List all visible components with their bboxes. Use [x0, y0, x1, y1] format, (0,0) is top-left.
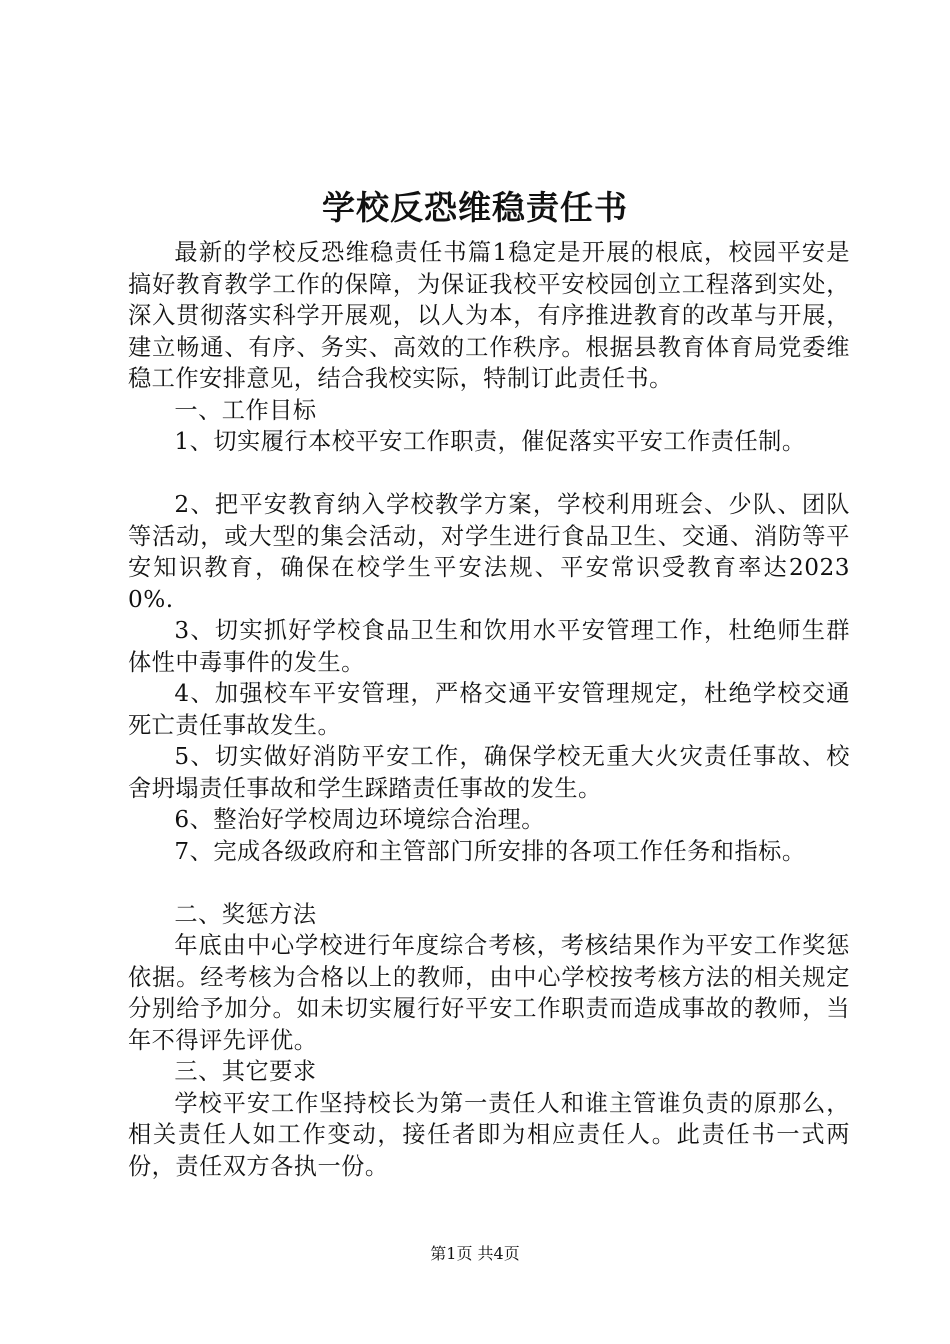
- page-number-footer: 第1页 共4页: [430, 1244, 520, 1263]
- other-requirements-paragraph: 学校平安工作坚持校长为第一责任人和谁主管谁负责的原那么，相关责任人如工作变动，接任者即为相应责任人。此责任书一式两份，责任双方各执一份。: [128, 1089, 850, 1180]
- goal-item-4: 4、加强校车平安管理，严格交通平安管理规定，杜绝学校交通死亡责任事故发生。: [128, 680, 850, 739]
- section-heading-rewards: 二、奖惩方法: [174, 900, 317, 928]
- goal-item-1: 1、切实履行本校平安工作职责，催促落实平安工作责任制。: [174, 428, 806, 455]
- goal-item-2: 2、把平安教育纳入学校教学方案，学校利用班会、少队、团队等活动，或大型的集会活动，对学生进行食品卫生、交通、消防等平安知识教育，确保在校学生平安法规、平安常识受教育率达20230%.: [128, 491, 850, 613]
- rewards-paragraph: 年底由中心学校进行年度综合考核，考核结果作为平安工作奖惩依据。经考核为合格以上的教师，由中心学校按考核方法的相关规定分别给予加分。如未切实履行好平安工作职责而造成事故的教师，当年不得评先评优。: [128, 932, 850, 1054]
- goal-item-7: 7、完成各级政府和主管部门所安排的各项工作任务和指标。: [174, 837, 806, 865]
- section-heading-goals: 一、工作目标: [174, 396, 317, 424]
- goal-item-3: 3、切实抓好学校食品卫生和饮用水平安管理工作，杜绝师生群体性中毒事件的发生。: [128, 617, 850, 676]
- document-title: 学校反恐维稳责任书: [322, 188, 628, 227]
- document-body: [128, 237, 850, 1182]
- goal-item-6: 6、整治好学校周边环境综合治理。: [174, 806, 545, 833]
- paragraph-gap: [128, 458, 850, 490]
- intro-paragraph: 最新的学校反恐维稳责任书篇1稳定是开展的根底，校园平安是搞好教育教学工作的保障，为保证我校平安校园创立工程落到实处，深入贯彻落实科学开展观，以人为本，有序推进教育的改革与开展，建立畅通、有序、务实、高效的工作秩序。根据县教育体育局党委维稳工作安排意见，结合我校实际，特制订此责任书。: [128, 239, 850, 392]
- section-heading-other: 三、其它要求: [174, 1058, 317, 1085]
- goal-item-5: 5、切实做好消防平安工作，确保学校无重大火灾责任事故、校舍坍塌责任事故和学生踩踏责任事故的发生。: [128, 743, 850, 802]
- paragraph-gap: [128, 867, 850, 899]
